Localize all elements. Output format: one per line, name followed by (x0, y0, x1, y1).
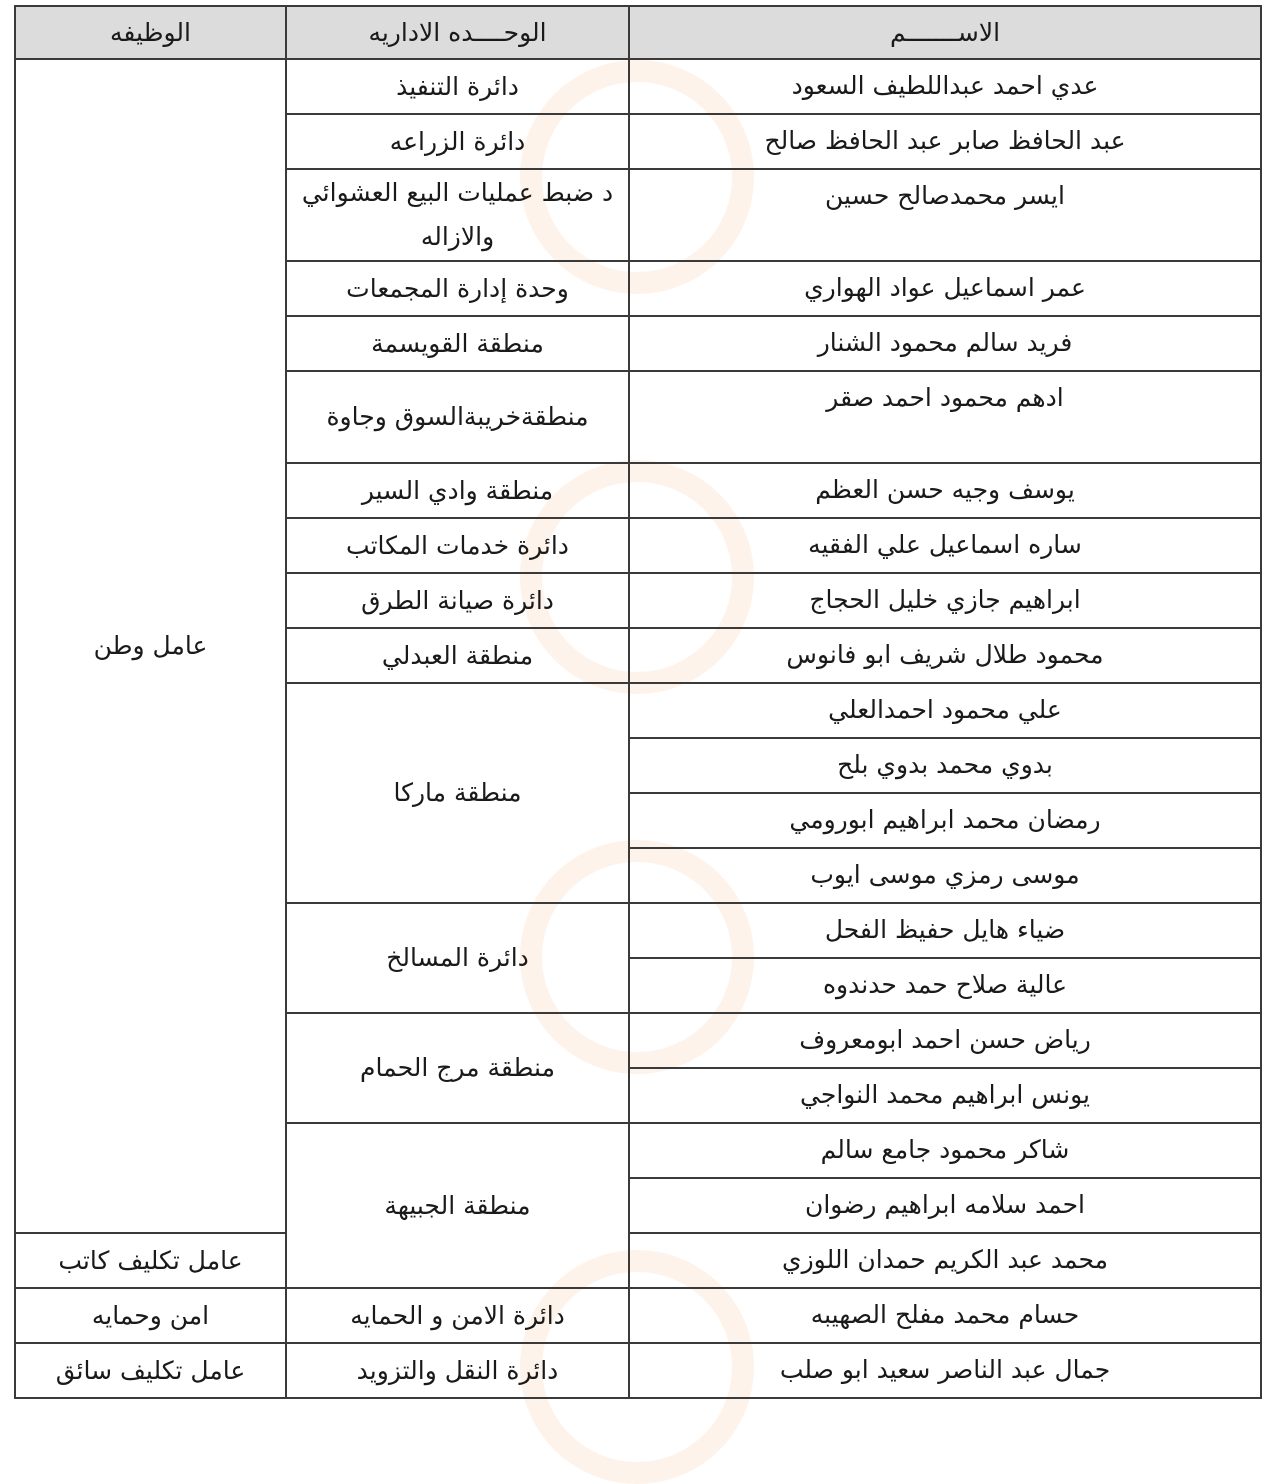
name-cell: علي محمود احمدالعلي (629, 683, 1261, 738)
name-cell: رمضان محمد ابراهيم ابورومي (629, 793, 1261, 848)
unit-cell: منطقة ماركا (286, 683, 629, 903)
unit-cell: دائرة المسالخ (286, 903, 629, 1013)
employees-table (14, 5, 1262, 1399)
header-row (15, 6, 1261, 59)
name-cell: احمد سلامه ابراهيم رضوان (629, 1178, 1261, 1233)
unit-cell: منطقة وادي السير (286, 463, 629, 518)
name-cell: يونس ابراهيم محمد النواجي (629, 1068, 1261, 1123)
unit-cell: دائرة الزراعه (286, 114, 629, 169)
name-cell: رياض حسن احمد ابومعروف (629, 1013, 1261, 1068)
unit-cell: دائرة التنفيذ (286, 59, 629, 114)
name-cell: جمال عبد الناصر سعيد ابو صلب (629, 1343, 1261, 1398)
job-cell: عامل وطن (15, 59, 286, 1233)
name-cell: عدي احمد عبداللطيف السعود (629, 59, 1261, 114)
name-cell: ساره اسماعيل علي الفقيه (629, 518, 1261, 573)
job-cell: عامل تكليف سائق (15, 1343, 286, 1398)
unit-cell: منطقة مرج الحمام (286, 1013, 629, 1123)
name-cell: محمد عبد الكريم حمدان اللوزي (629, 1233, 1261, 1288)
header-name: الاســـــــم (629, 6, 1261, 59)
name-cell: عمر اسماعيل عواد الهواري (629, 261, 1261, 316)
table-row (15, 1233, 1261, 1288)
job-cell: امن وحمايه (15, 1288, 286, 1343)
table-row (15, 1343, 1261, 1398)
name-cell: بدوي محمد بدوي بلح (629, 738, 1261, 793)
unit-cell: د ضبط عمليات البيع العشوائي والازاله (286, 169, 629, 261)
name-cell: محمود طلال شريف ابو فانوس (629, 628, 1261, 683)
name-cell: عبد الحافظ صابر عبد الحافظ صالح (629, 114, 1261, 169)
name-cell: عالية صلاح حمد حدندوه (629, 958, 1261, 1013)
unit-cell: دائرة خدمات المكاتب (286, 518, 629, 573)
header-unit: الوحــــده الاداريه (286, 6, 629, 59)
unit-cell: وحدة إدارة المجمعات (286, 261, 629, 316)
job-cell: عامل تكليف كاتب (15, 1233, 286, 1288)
unit-cell: دائرة صيانة الطرق (286, 573, 629, 628)
name-cell: شاكر محمود جامع سالم (629, 1123, 1261, 1178)
name-cell: موسى رمزي موسى ايوب (629, 848, 1261, 903)
table-row (15, 1288, 1261, 1343)
unit-cell: منطقة الجبيهة (286, 1123, 629, 1288)
name-cell: حسام محمد مفلح الصهيبه (629, 1288, 1261, 1343)
name-cell: ايسر محمدصالح حسين (629, 169, 1261, 261)
unit-cell: منطقة القويسمة (286, 316, 629, 371)
name-cell: يوسف وجيه حسن العظم (629, 463, 1261, 518)
name-cell: فريد سالم محمود الشنار (629, 316, 1261, 371)
table-row (15, 59, 1261, 114)
unit-cell: منطقة العبدلي (286, 628, 629, 683)
header-job: الوظيفه (15, 6, 286, 59)
name-cell: ابراهيم جازي خليل الحجاج (629, 573, 1261, 628)
name-cell: ادهم محمود احمد صقر (629, 371, 1261, 463)
unit-cell: دائرة النقل والتزويد (286, 1343, 629, 1398)
unit-cell: منطقةخريبةالسوق وجاوة (286, 371, 629, 463)
unit-cell: دائرة الامن و الحمايه (286, 1288, 629, 1343)
name-cell: ضياء هايل حفيظ الفحل (629, 903, 1261, 958)
